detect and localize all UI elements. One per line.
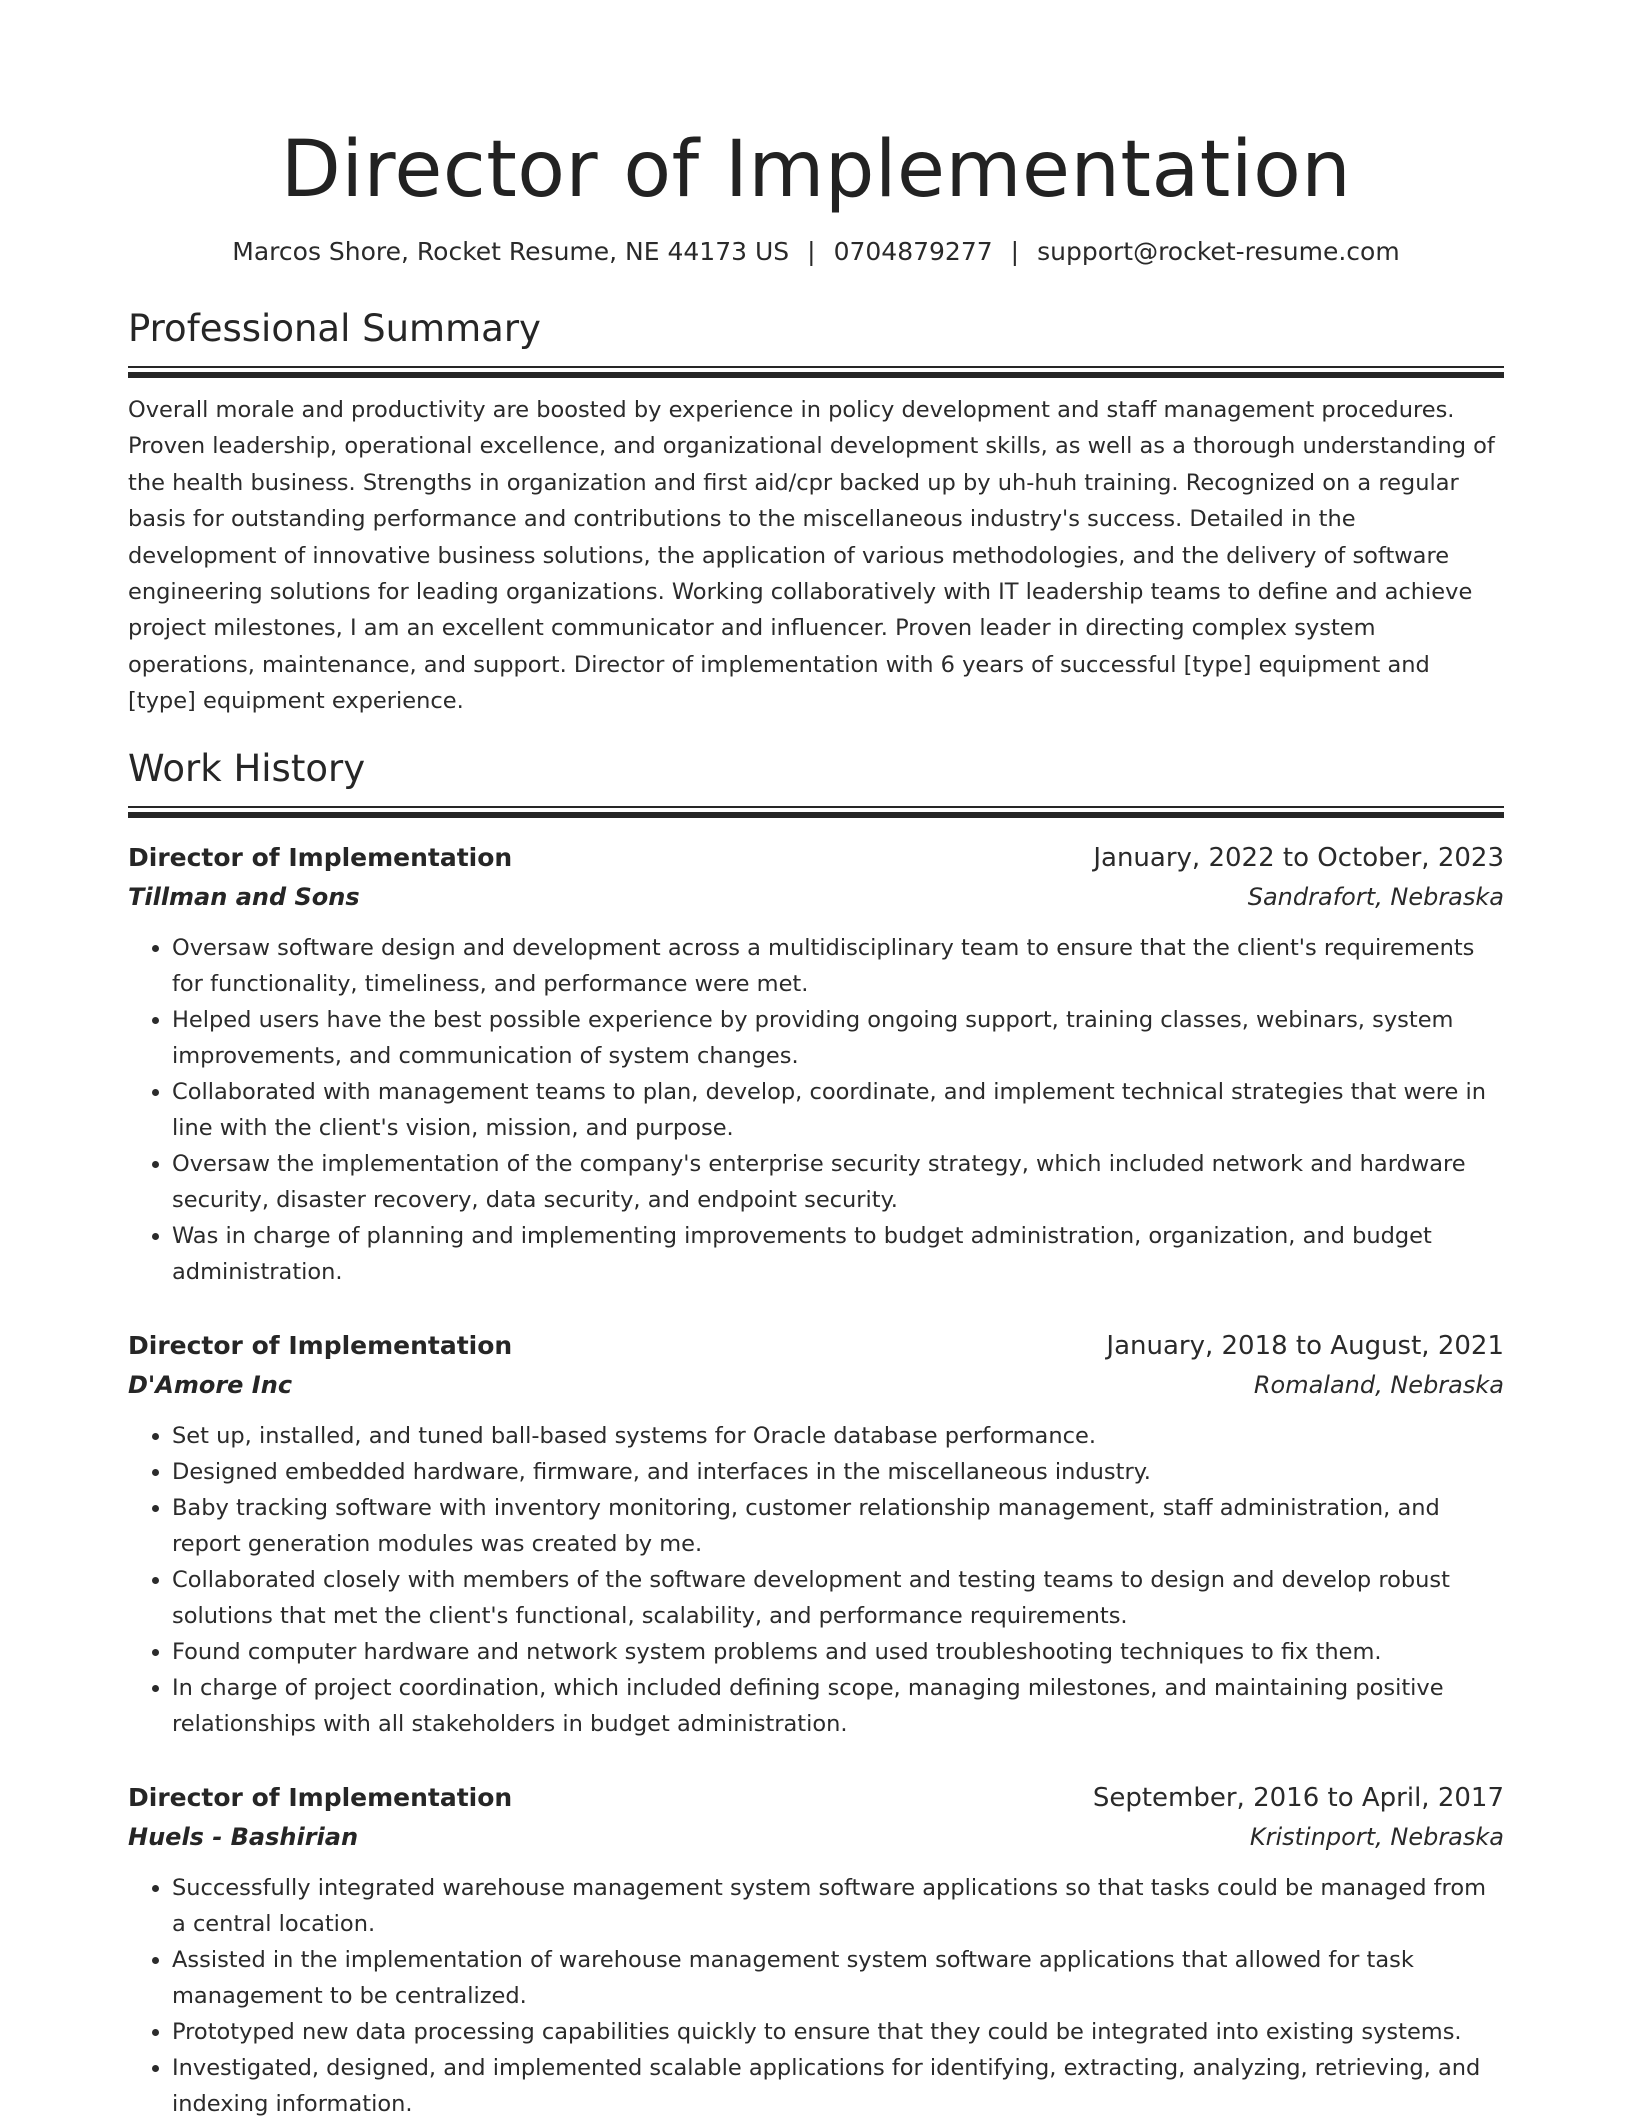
professional-summary-section: [128, 306, 1504, 720]
job-bullet: • Found computer hardware and network system problems and used troubleshooting techniques to fix them.: [172, 1634, 1504, 1670]
contact-separator: |: [807, 237, 816, 266]
job-company: Tillman and Sons: [128, 882, 360, 911]
job-title: Director of Implementation: [128, 1330, 513, 1360]
job-bullet: • Helped users have the best possible experience by providing ongoing support, training classes, webinars, system improvements, and communication of system changes.: [172, 1002, 1504, 1074]
job-location: Kristinport, Nebraska: [1249, 1822, 1504, 1851]
job-company: D'Amore Inc: [128, 1370, 293, 1399]
job-bullet: • Oversaw the implementation of the company's enterprise security strategy, which included network and hardware security, disaster recovery, data security, and endpoint security.: [172, 1146, 1504, 1218]
section-divider: [128, 806, 1504, 818]
job-bullet: • Designed embedded hardware, firmware, and interfaces in the miscellaneous industry.: [172, 1454, 1504, 1490]
section-heading-summary: Professional Summary: [128, 307, 541, 350]
job-bullet: • Collaborated closely with members of the software development and testing teams to design and develop robust solutions that met the client's functional, scalability, and performance requirements.: [172, 1562, 1504, 1634]
job-bullet: • Oversaw software design and development across a multidisciplinary team to ensure that the client's requirements for functionality, timeliness, and performance were met.: [172, 930, 1504, 1002]
job-title: Director of Implementation: [128, 842, 513, 872]
summary-text: Overall morale and productivity are boosted by experience in policy development and staff management procedures. Proven leadership, operational excellence, and organizational development skills, as well as a thorough understanding of the health business. Strengths in organization and first aid/cpr backed up by uh-huh training. Recognized on a regular basis for outstanding performance and contributions to the miscellaneous industry's success. Detailed in the development of innovative business solutions, the application of various methodologies, and the delivery of software engineering solutions for leading organizations. Working collaboratively with IT leadership teams to define and achieve project milestones, I am an excellent communicator and influencer. Proven leader in directing complex system operations, maintenance, and support. Director of implementation with 6 years of successful [type] equipment and [type] equipment experience.: [128, 397, 1495, 715]
resume-page: [128, 0, 1504, 2122]
job-location: Sandrafort, Nebraska: [1247, 882, 1504, 911]
job-bullet: • Successfully integrated warehouse management system software applications so that tasks could be managed from a central location.: [172, 1870, 1504, 1942]
section-heading-work: Work History: [128, 746, 366, 790]
job-entry: [128, 1778, 1504, 2122]
contact-phone: 0704879277: [833, 237, 993, 266]
job-bullet: • Prototyped new data processing capabilities quickly to ensure that they could be integrated into existing systems.: [172, 2014, 1504, 2050]
work-history-section: [128, 746, 1504, 2122]
job-bullet-list: [128, 1870, 1504, 2122]
contact-email: support@rocket-resume.com: [1037, 237, 1400, 266]
job-bullet: • Was in charge of planning and implementing improvements to budget administration, organization, and budget administration.: [172, 1218, 1504, 1290]
resume-title: Director of Implementation: [280, 125, 1352, 215]
job-bullet: • In charge of project coordination, which included defining scope, managing milestones, and maintaining positive relationships with all stakeholders in budget administration.: [172, 1670, 1504, 1742]
job-dates: September, 2016 to April, 2017: [1092, 1782, 1504, 1813]
contact-line: [128, 234, 1504, 270]
job-bullet-list: [128, 1418, 1504, 1742]
job-dates: January, 2018 to August, 2021: [1106, 1330, 1504, 1361]
job-title: Director of Implementation: [128, 1782, 513, 1812]
job-entry: [128, 1326, 1504, 1742]
job-location: Romaland, Nebraska: [1253, 1370, 1504, 1399]
job-bullet: • Assisted in the implementation of warehouse management system software applications that allowed for task management to be centralized.: [172, 1942, 1504, 2014]
job-bullet: • Collaborated with management teams to plan, develop, coordinate, and implement technical strategies that were in line with the client's vision, mission, and purpose.: [172, 1074, 1504, 1146]
job-bullet-list: [128, 930, 1504, 1290]
job-bullet: • Set up, installed, and tuned ball-based systems for Oracle database performance.: [172, 1418, 1504, 1454]
job-bullet: • Baby tracking software with inventory monitoring, customer relationship management, staff administration, and report generation modules was created by me.: [172, 1490, 1504, 1562]
job-dates: January, 2022 to October, 2023: [1093, 842, 1504, 873]
contact-separator: |: [1010, 237, 1020, 266]
job-bullet: • Investigated, designed, and implemented scalable applications for identifying, extracting, analyzing, retrieving, and indexing information.: [172, 2050, 1504, 2122]
job-company: Huels - Bashirian: [128, 1822, 359, 1851]
section-divider: [128, 366, 1504, 378]
job-entry: [128, 838, 1504, 1290]
contact-address: Marcos Shore, Rocket Resume, NE 44173 US: [232, 237, 790, 266]
